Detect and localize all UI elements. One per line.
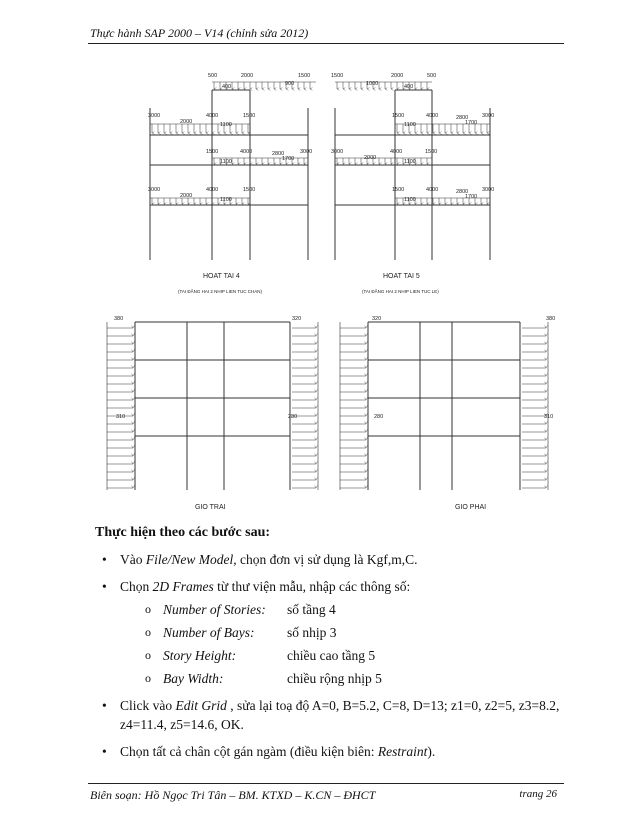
load-label: 1100 — [220, 159, 232, 165]
load-label: 3000 — [300, 149, 313, 155]
load-label: 1100 — [404, 122, 416, 128]
load-label: 2800 — [456, 115, 469, 121]
load-label: 2000 — [241, 73, 254, 79]
wind-arrows-left — [107, 328, 316, 488]
load-label: 2000 — [391, 73, 404, 79]
load-arrows-right — [337, 82, 487, 204]
figure-caption: HOAT TAI 5 — [383, 273, 420, 280]
load-label: 2800 — [456, 189, 469, 195]
wind-label: 380 — [546, 316, 556, 322]
wind-label: 320 — [292, 316, 302, 322]
wind-label: 280 — [374, 414, 384, 420]
param-item: o Number of Stories: số tầng 4 — [145, 600, 570, 619]
load-label: 1700 — [465, 194, 478, 200]
frame-hoat-tai-5 — [335, 82, 490, 260]
load-label: 1100 — [404, 159, 416, 165]
wind-label: 310 — [544, 414, 554, 420]
page-number: trang 26 — [519, 788, 557, 800]
step-item: • Vào File/New Model, chọn đơn vị sử dụng là Kgf,m,C. — [100, 550, 570, 569]
load-label: 1700 — [465, 120, 478, 126]
load-label: 3000 — [482, 113, 495, 119]
load-label: 1100 — [404, 197, 416, 203]
structural-figure — [0, 60, 638, 520]
load-label: 1000 — [366, 81, 379, 87]
load-label: 4000 — [426, 113, 439, 119]
load-label: 1500 — [392, 113, 405, 119]
load-label: 500 — [208, 73, 218, 79]
load-label: 2800 — [272, 151, 285, 157]
load-label: 1500 — [331, 73, 344, 79]
load-label: 3000 — [331, 149, 344, 155]
load-arrows-left — [152, 82, 313, 204]
load-label: 4000 — [390, 149, 403, 155]
step-item: • Click vào Edit Grid , sửa lại toạ độ A=0, B=5.2, C=8, D=13; z1=0, z2=5, z3=8.2, z4=11.4, z5=14.6, OK. — [100, 696, 570, 734]
load-label: 1500 — [243, 187, 256, 193]
load-label: 2000 — [180, 119, 193, 125]
load-label: 1500 — [392, 187, 405, 193]
step-item: • Chọn tất cả chân cột gán ngàm (điều kiện biên: Restraint). — [100, 742, 570, 761]
load-label: 500 — [427, 73, 437, 79]
wind-label: 280 — [288, 414, 298, 420]
footer-divider — [88, 783, 564, 784]
load-label: 400 — [222, 84, 232, 90]
load-label: 3000 — [148, 187, 161, 193]
load-label: 1700 — [282, 156, 295, 162]
load-label: 1500 — [425, 149, 438, 155]
load-label: 2000 — [364, 155, 377, 161]
figure-caption: GIO TRAI — [195, 504, 226, 511]
steps-list — [100, 550, 570, 769]
wind-label: 310 — [116, 414, 126, 420]
load-label: 4000 — [206, 113, 219, 119]
load-label: 2000 — [180, 193, 193, 199]
param-item: o Bay Width: chiều rộng nhịp 5 — [145, 669, 570, 688]
wind-arrows-right — [340, 328, 546, 488]
figure-caption: GIO PHAI — [455, 504, 487, 511]
load-label: 400 — [404, 84, 414, 90]
figure-caption: HOAT TAI 4 — [203, 273, 240, 280]
frame-hoat-tai-4 — [150, 82, 316, 260]
param-item: o Story Height: chiều cao tầng 5 — [145, 646, 570, 665]
section-title: Thực hiện theo các bước sau: — [95, 525, 271, 540]
load-label: 1500 — [243, 113, 256, 119]
step-item: • Chọn 2D Frames từ thư viện mẫu, nhập các thông số: o Number of Stories: số tầng 4 o Number of Bays: số nhịp 3 o Story Height: chiều cao tầng 5 o Bay Width: chiều rộng nhịp 5 — [100, 577, 570, 688]
load-label: 900 — [285, 81, 295, 87]
footer-author: Biên soạn: Hồ Ngọc Tri Tân – BM. KTXD – K.CN – ĐHCT — [90, 788, 376, 802]
load-label: 1100 — [220, 122, 232, 128]
frame-gio-phai — [340, 322, 548, 490]
frame-gio-trai — [107, 322, 318, 490]
header-divider — [88, 43, 564, 44]
param-item: o Number of Bays: số nhịp 3 — [145, 623, 570, 642]
figure-subcaption: (TAI ĐẰNG HAI 2 NHIP LIEN TUC LE) — [362, 289, 439, 294]
load-label: 4000 — [426, 187, 439, 193]
load-label: 1500 — [206, 149, 219, 155]
load-label: 4000 — [206, 187, 219, 193]
param-list — [120, 600, 570, 688]
load-label: 1100 — [220, 197, 232, 203]
page-header: Thực hành SAP 2000 – V14 (chỉnh sửa 2012) — [90, 26, 309, 40]
load-label: 3000 — [148, 113, 161, 119]
wind-label: 380 — [114, 316, 124, 322]
wind-label: 320 — [372, 316, 382, 322]
figure-subcaption: (TAI ĐẰNG HAI 2 NHIP LIEN TUC CHAN) — [178, 289, 263, 294]
load-label: 3000 — [482, 187, 495, 193]
load-label: 1500 — [298, 73, 311, 79]
load-label: 4000 — [240, 149, 253, 155]
